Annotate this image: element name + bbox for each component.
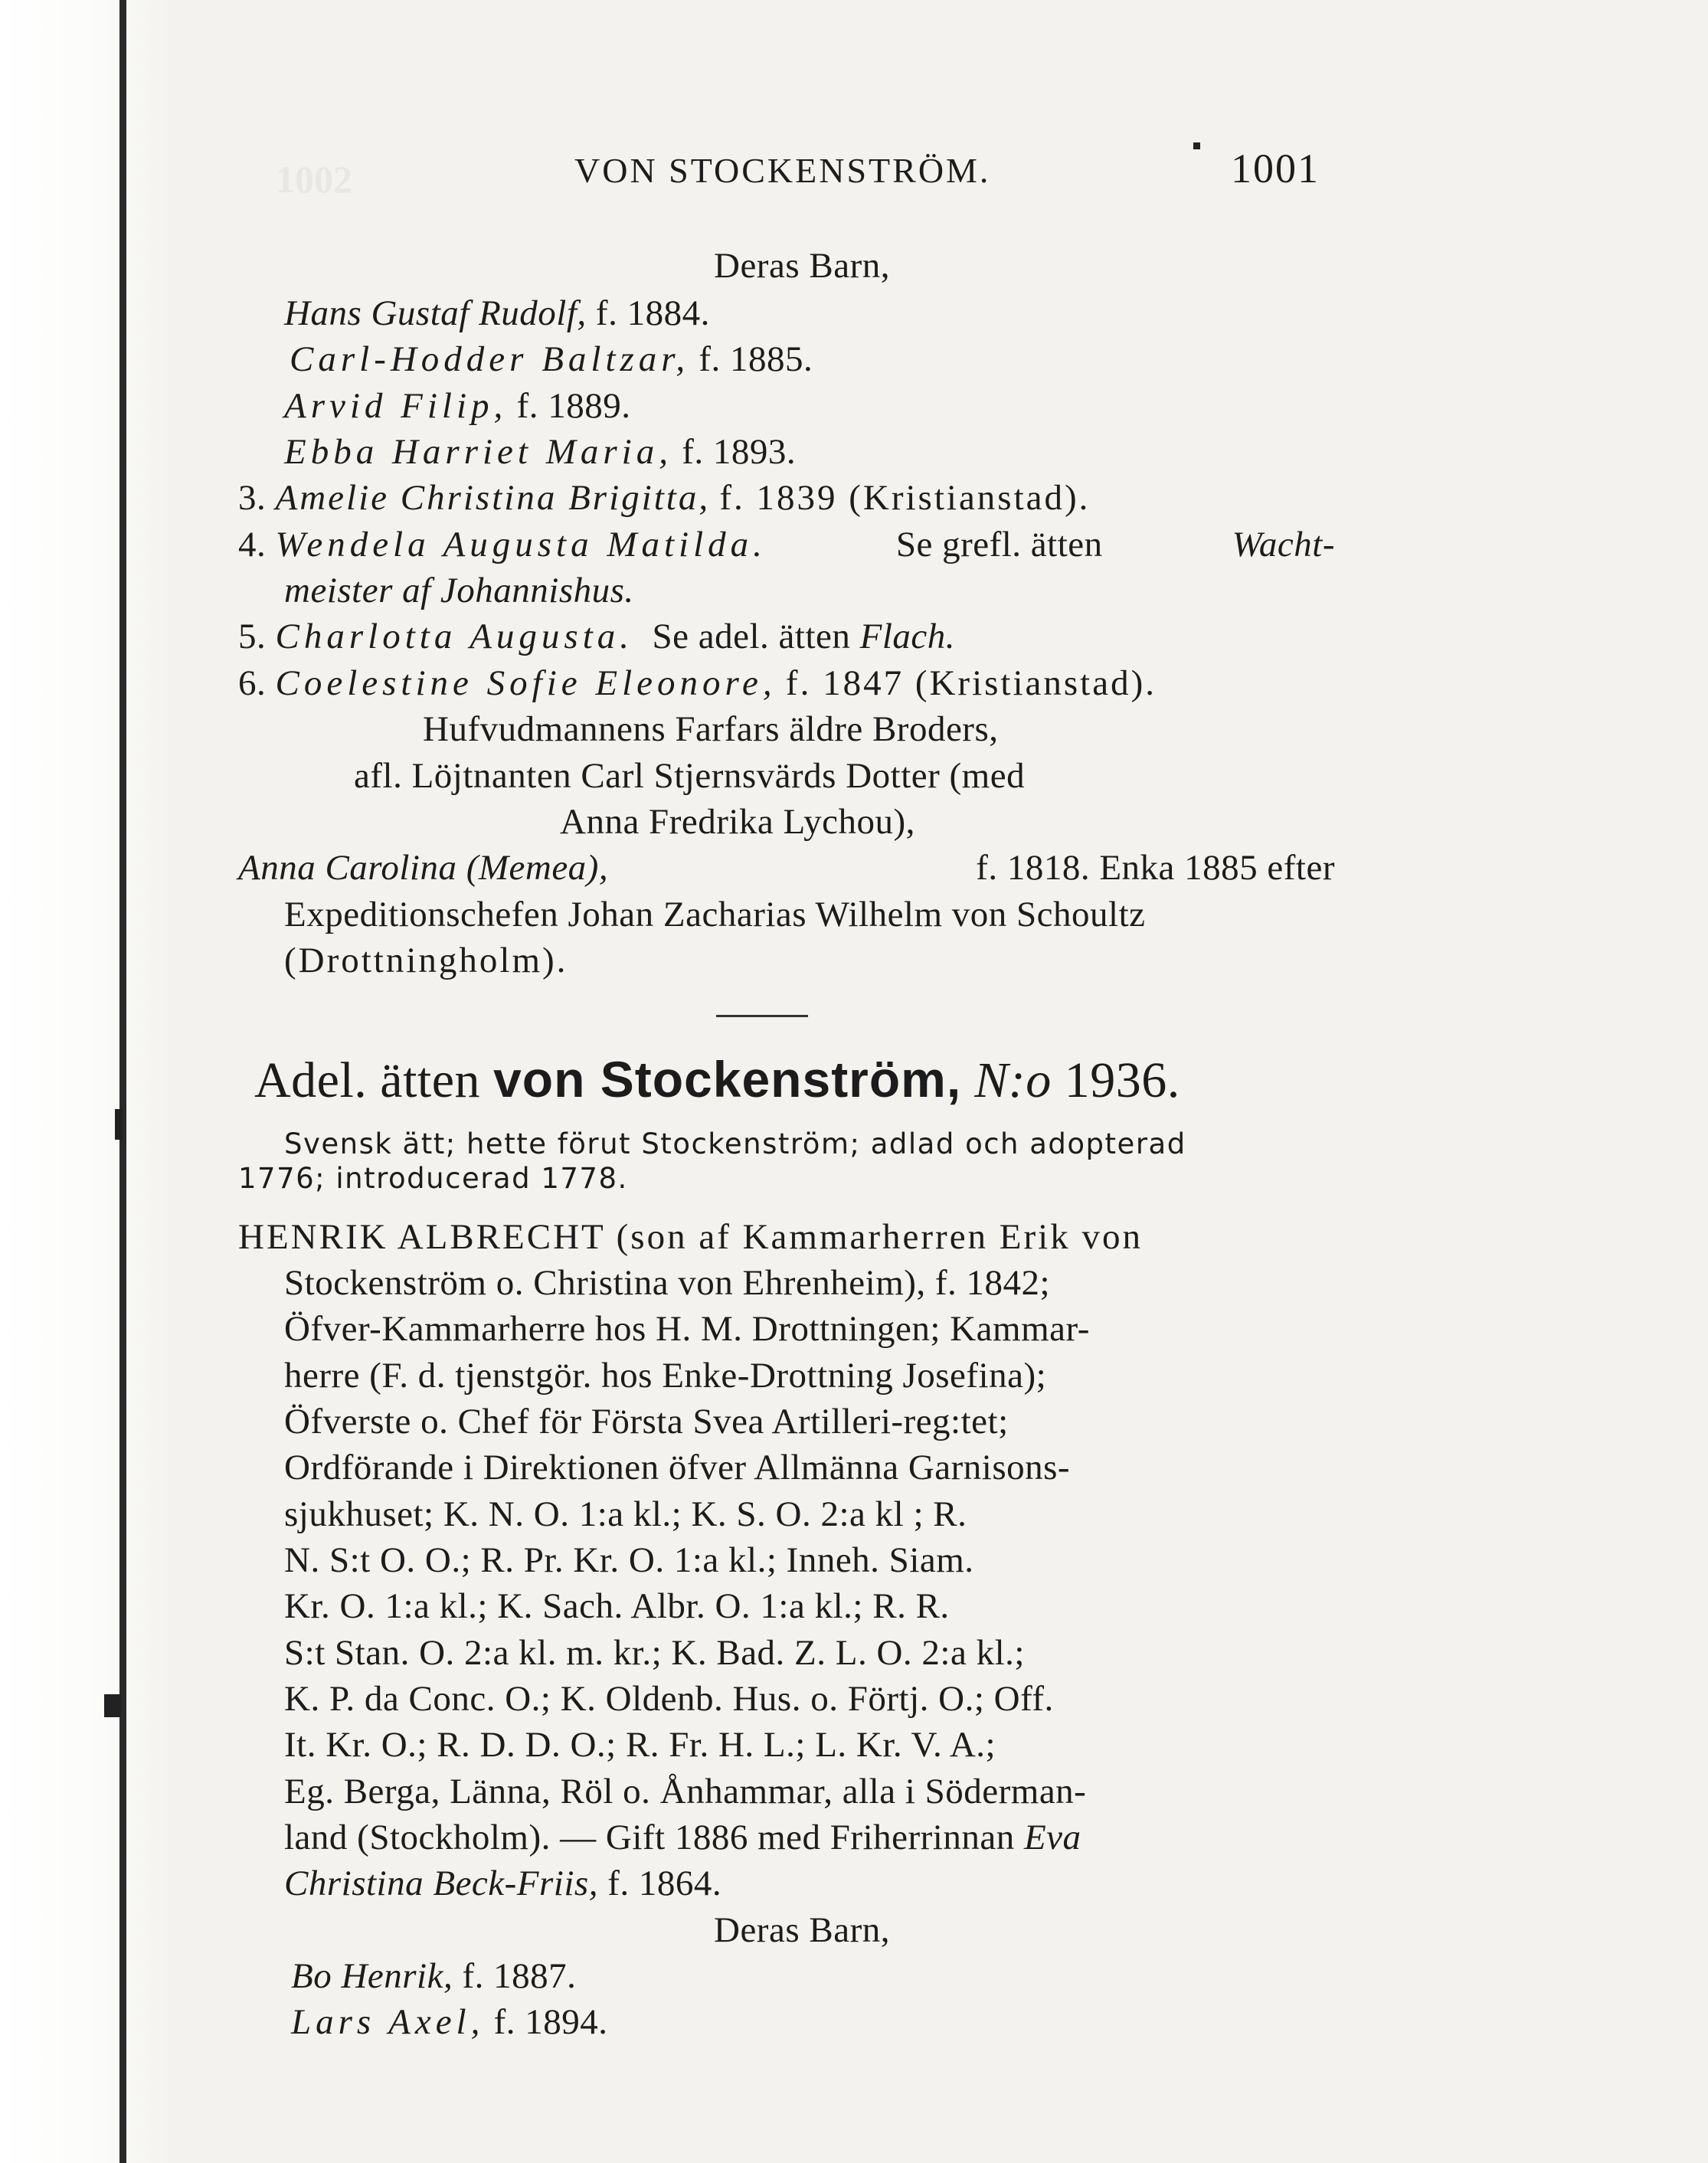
- sibling-number: 5.: [238, 617, 267, 656]
- sibling-reference: Se grefl. ätten: [895, 525, 1103, 564]
- children-heading: Deras Barn,: [714, 1910, 890, 1950]
- anna-entry: [238, 850, 1335, 886]
- sibling-name: Coelestine Sofie Eleonore,: [275, 663, 777, 703]
- main-entry-line: Kr. O. 1:a kl.; K. Sach. Albr. O. 1:a kl.; R. R.: [284, 1586, 950, 1626]
- grandchild-born: f. 1893.: [682, 432, 797, 472]
- section-heading: [254, 1051, 1180, 1108]
- child-entry: [291, 1958, 576, 1994]
- main-entry-line: Stockenström o. Christina von Ehrenheim), f. 1842;: [284, 1263, 1051, 1303]
- wife-entry: [284, 1866, 721, 1902]
- sibling-born: f. 1847 (Kristianstad).: [785, 663, 1157, 703]
- sibling-name: Charlotta Augusta.: [275, 617, 634, 656]
- elder-brother-heading: Hufvudmannens Farfars äldre Broders,: [423, 709, 999, 749]
- family-note: 1776; introducerad 1778.: [238, 1162, 628, 1195]
- grandchild-entry: [284, 293, 710, 333]
- anna-entry-continuation: Expeditionschefen Johan Zacharias Wilhelm von Schoultz: [284, 895, 1146, 934]
- sibling-reference-name: Wacht-: [1232, 525, 1335, 564]
- anna-entry-continuation: (Drottningholm).: [284, 941, 568, 980]
- wife-first-name: Eva: [1023, 1818, 1081, 1857]
- wife-name: Christina Beck-Friis,: [284, 1864, 598, 1903]
- marriage-text: land (Stockholm). — Gift 1886 med Friherrinnan: [284, 1818, 1015, 1857]
- children-heading: Deras Barn,: [714, 246, 890, 286]
- child-entry: [291, 2004, 608, 2040]
- sibling-entry: [238, 480, 1090, 516]
- sibling-entry: [238, 619, 955, 655]
- main-entry-line: It. Kr. O.; R. D. D. O.; R. Fr. H. L.; L. Kr. V. A.;: [284, 1725, 996, 1765]
- section-heading-prefix: Adel. ätten: [254, 1052, 481, 1108]
- sibling-reference-name: Flach.: [859, 617, 956, 656]
- anna-name: Anna Carolina (Memea),: [238, 848, 609, 888]
- main-entry-line: Öfverste o. Chef för Första Svea Artilleri-reg:tet;: [284, 1402, 1009, 1441]
- running-header: VON STOCKENSTRÖM.: [574, 151, 991, 190]
- section-heading-number: 1936.: [1064, 1052, 1180, 1108]
- main-entry-line: HENRIK ALBRECHT (son af Kammarherren Erik von: [238, 1217, 1143, 1257]
- child-name: Lars Axel,: [291, 2002, 485, 2042]
- child-born: f. 1887.: [462, 1956, 577, 1996]
- sibling-number: 4.: [238, 525, 267, 564]
- page-number: 1001: [1231, 146, 1320, 191]
- grandchild-name: Hans Gustaf Rudolf,: [284, 293, 587, 333]
- main-entry-line: herre (F. d. tjenstgör. hos Enke-Drottning Josefina);: [284, 1356, 1047, 1396]
- sibling-name: Amelie Christina Brigitta,: [275, 478, 711, 518]
- sibling-entry: [238, 663, 1157, 703]
- main-entry-line: K. P. da Conc. O.; K. Oldenb. Hus. o. Förtj. O.; Off.: [284, 1679, 1054, 1719]
- child-born: f. 1894.: [493, 2002, 608, 2042]
- anna-born: f. 1818. Enka 1885 efter: [976, 848, 1335, 888]
- grandchild-entry: [284, 434, 796, 470]
- grandchild-name: Carl-Hodder Baltzar,: [290, 339, 690, 379]
- main-entry-line: Eg. Berga, Länna, Röl o. Ånhammar, alla i Söderman-: [284, 1772, 1087, 1811]
- grandchild-born: f. 1889.: [516, 386, 631, 426]
- section-heading-family: von Stockenström,: [493, 1051, 962, 1108]
- mother-line: Anna Fredrika Lychou),: [560, 802, 915, 842]
- sibling-entry-continuation: meister af Johannishus.: [284, 571, 634, 610]
- sibling-reference: Se adel. ätten: [652, 617, 851, 656]
- grandchild-entry: [290, 339, 813, 379]
- family-note: Svensk ätt; hette förut Stockenström; adlad och adopterad: [284, 1127, 1186, 1160]
- grandchild-name: Arvid Filip,: [284, 386, 508, 426]
- wife-born: f. 1864.: [607, 1864, 722, 1903]
- child-name: Bo Henrik,: [291, 1956, 453, 1996]
- main-entry-line: Öfver-Kammarherre hos H. M. Drottningen; Kammar-: [284, 1309, 1090, 1349]
- grandchild-name: Ebba Harriet Maria,: [284, 432, 672, 472]
- section-divider: [716, 1015, 808, 1017]
- grandchild-born: f. 1884.: [595, 293, 710, 333]
- main-entry-line: Ordförande i Direktionen öfver Allmänna Garnisons-: [284, 1448, 1071, 1487]
- sibling-entry: [238, 527, 1335, 563]
- lieutenant-line: afl. Löjtnanten Carl Stjernsvärds Dotter (med: [354, 756, 1026, 796]
- bleed-through-text: 1002: [276, 158, 352, 201]
- section-heading-number-label: N:o: [974, 1052, 1052, 1108]
- main-entry-line: S:t Stan. O. 2:a kl. m. kr.; K. Bad. Z. L. O. 2:a kl.;: [284, 1633, 1025, 1673]
- main-entry-line: [284, 1820, 1081, 1856]
- main-entry-line: sjukhuset; K. N. O. 1:a kl.; K. S. O. 2:a kl ; R.: [284, 1494, 967, 1534]
- header-mark: [1193, 142, 1200, 149]
- main-entry-line: N. S:t O. O.; R. Pr. Kr. O. 1:a kl.; Inneh. Siam.: [284, 1540, 974, 1580]
- sibling-born: f. 1839 (Kristianstad).: [719, 478, 1091, 518]
- grandchild-entry: [284, 388, 630, 424]
- sibling-name: Wendela Augusta Matilda.: [275, 525, 767, 564]
- sibling-number: 3.: [238, 478, 267, 518]
- sibling-number: 6.: [238, 663, 267, 703]
- grandchild-born: f. 1885.: [699, 339, 813, 379]
